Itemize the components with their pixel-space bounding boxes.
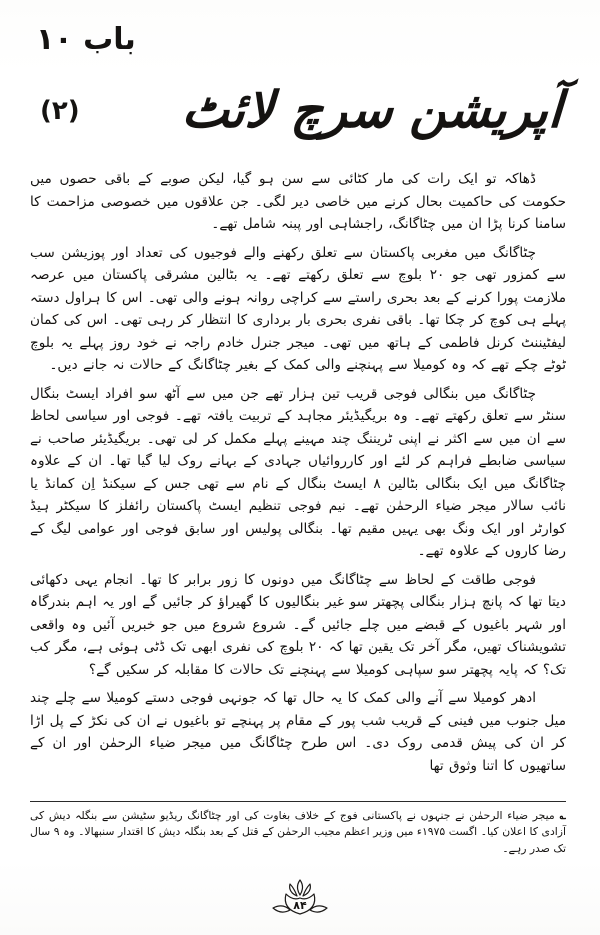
chapter-label: باب ۱۰ [36, 22, 136, 57]
page-title: آپریشن سرچ لائٹ [180, 81, 564, 139]
paragraph-1: ڈھاکہ تو ایک رات کی مار کٹائی سے سن ہو گیا، لیکن صوبے کے باقی حصوں میں حکومت کی حاکمیت بحال کرنے میں خاصی دیر لگی۔ جن علاقوں میں خصوصی مزاحمت کا سامنا کرنا پڑا ان میں چٹاگانگ، راجشاہی اور پبنہ شامل تھے۔ [30, 171, 566, 232]
title-row [30, 83, 566, 138]
paragraph-4: فوجی طاقت کے لحاظ سے چٹاگانگ میں دونوں کا زور برابر کا تھا۔ انجام یہی دکھائی دیتا تھا کہ پانچ ہزار بنگالی پچھتر سو غیر بنگالیوں کا گھیراؤ کر جائیں گے اور یہ اہم بندرگاہ اور شہر باغیوں کے قبضے میں چلے جائیں گے۔ شروع شروع میں جو خبریں آئیں وہ واقعی تشویشناک تھیں، مگر آخر تک یقین تھا کہ ۲۰ بلوچ کی نفری ابھی تک ڈٹی ہوئی ہے، مگر کب تک؟ کہ پایہ پچھتر سو سپاہی کومیلا سے پہنچنے تک حالات کا مقابلہ کر سکیں گے؟ [30, 571, 566, 678]
footnote-text [30, 808, 566, 858]
title-part-number: (۲) [40, 95, 80, 126]
paragraph-3: چٹاگانگ میں بنگالی فوجی قریب تین ہزار تھے جن میں سے آٹھ سو افراد ایسٹ بنگال سنٹر سے تعلق رکھتے تھے۔ وہ بریگیڈیئر مجاہد کے تربیت یافتہ تھے۔ فوجی اور سیاسی لحاظ سے ان میں سے اکثر نے اپنی ٹریننگ چند مہینے پہلے مکمل کر لی تھی۔ بریگیڈیئر صاحب نے سیاسی ضابطے فراہم کر لئے اور کارروائیاں جہادی کے بہانے روک لیا گیا تھا۔ ان کے علاوہ چٹاگانگ میں ایک بنگالی بٹالین ۸ ایسٹ بنگال کے نام سے تھی جس کے سیکنڈ اِن کمانڈ یا نائب سالار میجر ضیاء الرحمٰن تھے۔ نیم فوجی تنظیم ایسٹ پاکستان رائفلز کا سیکٹر ہیڈ کوارٹر اور ایک ونگ بھی یہیں مقیم تھا۔ بنگالی پولیس اور سابق فوجی اور عوامی لیگ کے رضا کاروں کے علاوہ تھے۔ [30, 385, 566, 559]
footnote-marker: ؎ [559, 808, 566, 822]
footnote-divider [30, 801, 566, 802]
paragraph-5: ادھر کومیلا سے آنے والی کمک کا یہ حال تھا کہ جونہی فوجی دستے کومیلا سے چلے چند میل جنوب میں فینی کے قریب شب پور کے مقام پر پہنچے تو باغیوں نے ان کی نکڑ کے پل اڑا کر ان کی پیش قدمی روک دی۔ اس طرح چٹاگانگ میں میجر ضیاء الرحمٰن اور ان کے ساتھیوں کا اتنا وثوق تھا [30, 690, 566, 774]
footnote-body: میجر ضیاء الرحمٰن نے جنہوں نے پاکستانی فوج کے خلاف بغاوت کی اور چٹاگانگ ریڈیو سٹیشن سے بنگلہ دیش کی آزادی کا اعلان کیا۔ اگست ۱۹۷۵ء میں وزیر اعظم مجیب الرحمٰن کے قتل کے بعد بنگلہ دیش کا اقتدار سنبھالا۔ وہ ۹ سال تک صدر رہے۔ [30, 808, 566, 855]
footnote-block [30, 801, 566, 858]
paragraph-2: چٹاگانگ میں مغربی پاکستان سے تعلق رکھنے والے فوجیوں کی تعداد اور پوزیشن سب سے کمزور تھی جو ۲۰ بلوچ سے تعلق رکھتے تھے۔ یہ بٹالین مشرقی پاکستان میں عرصہ ملازمت پورا کرنے کے بعد بحری راستے سے کراچی روانہ ہونے والی تھی۔ اس کا ہراول دستہ پہلے ہی کوچ کر چکا تھا۔ باقی نفری بحری بار برداری کا انتظار کر رہی تھی۔ اس کی کمان لیفٹیننٹ کرنل فاطمی کے ہاتھ میں تھی۔ میجر جنرل خادم راجہ نے خود روز پہلے یہ بلوچ ٹوٹے چکے تھے کہ وہ کومیلا سے پہنچنے والی کمک کے بغیر چٹاگانگ کے حالات نہ جانے دیں۔ [30, 244, 567, 373]
lotus-ornament-icon [269, 877, 331, 923]
page-number-ornament [269, 877, 331, 923]
page-number: ۸۴ [293, 899, 307, 912]
body-text [30, 168, 566, 777]
